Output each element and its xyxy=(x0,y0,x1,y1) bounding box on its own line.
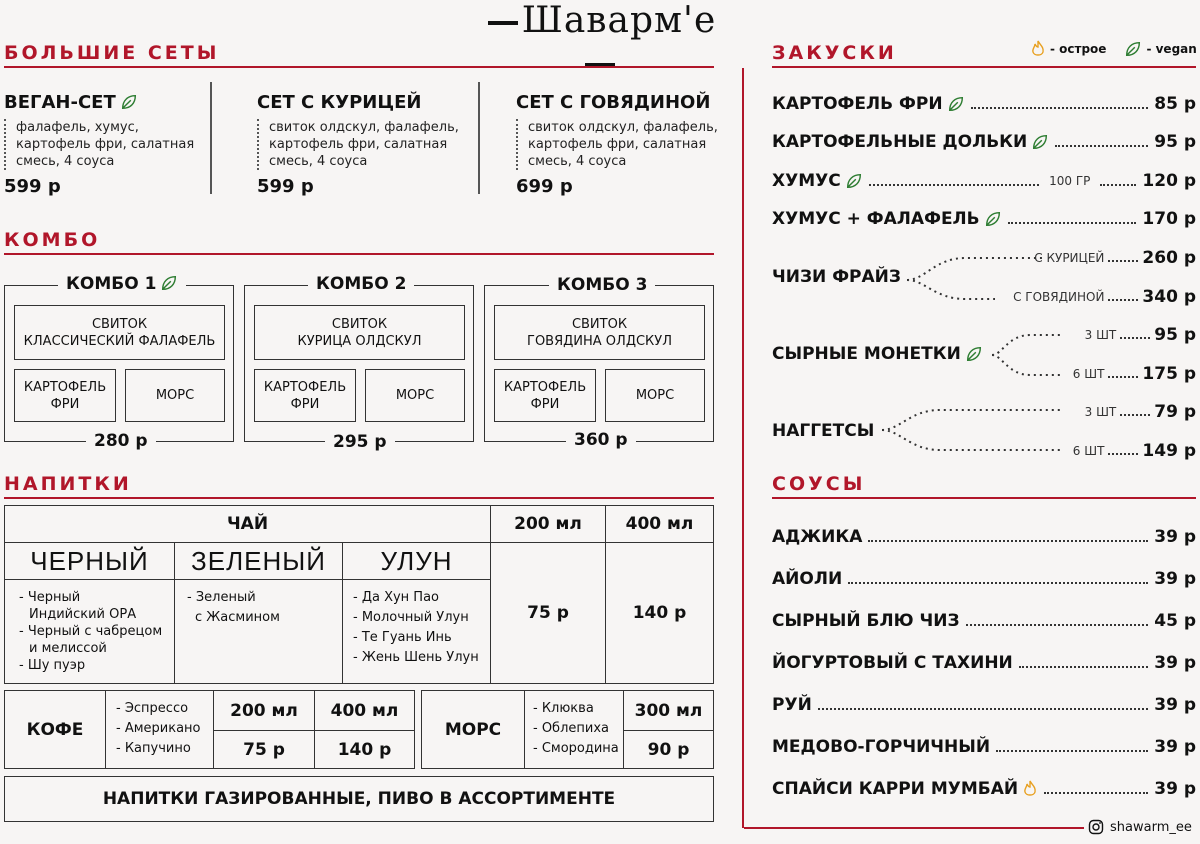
branch-connector xyxy=(880,405,1060,455)
vertical-divider xyxy=(742,68,744,828)
section-title-drinks: НАПИТКИ xyxy=(4,473,132,495)
sauce-row: АДЖИКА 39 р xyxy=(772,527,1196,547)
vegan-leaf-icon xyxy=(965,345,983,363)
coffee-size-400: 400 мл xyxy=(314,690,415,731)
snack-name: СЫРНЫЕ МОНЕТКИ xyxy=(772,344,983,364)
combo-main-item: СВИТОК КЛАССИЧЕСКИЙ ФАЛАФЕЛЬ xyxy=(14,305,225,360)
snack-row: КАРТОФЕЛЬНЫЕ ДОЛЬКИ 95 р xyxy=(772,132,1196,152)
combo-main-item: СВИТОК КУРИЦА ОЛДСКУЛ xyxy=(254,305,465,360)
soda-beer-note: НАПИТКИ ГАЗИРОВАННЫЕ, ПИВО В АССОРТИМЕНТЕ xyxy=(4,776,714,822)
sauce-row: СЫРНЫЙ БЛЮ ЧИЗ 45 р xyxy=(772,611,1196,631)
vegan-leaf-icon xyxy=(984,210,1002,228)
set-divider xyxy=(478,82,480,194)
set-description: фалафель, хумус, картофель фри, салатная смесь, 4 соуса xyxy=(4,119,209,170)
vegan-leaf-icon xyxy=(1124,40,1142,58)
tea-kind-black: ЧЕРНЫЙ xyxy=(4,542,175,580)
tea-price-200: 75 р xyxy=(490,542,606,684)
coffee-list: - Эспрессо - Американо - Капучино xyxy=(105,690,214,769)
snack-option: С КУРИЦЕЙ 260 р xyxy=(1034,248,1196,268)
tea-price-400: 140 р xyxy=(605,542,714,684)
section-title-combo: КОМБО xyxy=(4,229,101,251)
combo-title: КОМБО 1 xyxy=(58,274,186,294)
spicy-fire-icon xyxy=(1022,780,1038,798)
set-card-beef xyxy=(516,92,731,197)
section-underline xyxy=(772,497,1196,499)
sauce-row: СПАЙСИ КАРРИ МУМБАЙ 39 р xyxy=(772,779,1196,799)
set-name: ВЕГАН-СЕТ xyxy=(4,92,209,113)
snack-option: С ГОВЯДИНОЙ 340 р xyxy=(1013,287,1196,307)
set-price: 599 р xyxy=(4,176,61,197)
branch-connector xyxy=(990,330,1060,380)
instagram-icon xyxy=(1088,819,1104,835)
combo-side-item: КАРТОФЕЛЬ ФРИ xyxy=(494,369,596,422)
vegan-leaf-icon xyxy=(845,172,863,190)
combo-price: 295 р xyxy=(325,432,395,452)
tea-list-oolong: - Да Хун Пао - Молочный Улун - Те Гуань Инь - Жень Шень Улун xyxy=(342,579,491,684)
combo-main-item: СВИТОК ГОВЯДИНА ОЛДСКУЛ xyxy=(494,305,705,360)
mors-list: - Клюква - Облепиха - Смородина xyxy=(524,690,624,769)
vegan-leaf-icon xyxy=(947,95,965,113)
section-underline xyxy=(4,253,714,255)
section-underline xyxy=(4,497,714,499)
coffee-price-400: 140 р xyxy=(314,730,415,769)
set-price: 599 р xyxy=(257,176,314,197)
sauce-row: ЙОГУРТОВЫЙ С ТАХИНИ 39 р xyxy=(772,653,1196,673)
instagram-handle[interactable]: shawarm_ee xyxy=(1088,819,1192,835)
combo-title: КОМБО 3 xyxy=(549,275,655,295)
set-name: СЕТ С КУРИЦЕЙ xyxy=(257,92,422,113)
snack-row: ХУМУС 100 ГР 120 р xyxy=(772,171,1196,191)
snack-option: 3 ШТ 79 р xyxy=(1084,402,1196,422)
vegan-leaf-icon xyxy=(1031,133,1049,151)
combo-side-item: КАРТОФЕЛЬ ФРИ xyxy=(14,369,116,422)
tea-kind-oolong: УЛУН xyxy=(342,542,491,580)
mors-price: 90 р xyxy=(623,730,714,769)
set-description: свиток олдскул, фалафель, картофель фри, салатная смесь, 4 соуса xyxy=(257,119,472,170)
combo-drink-item: МОРС xyxy=(605,369,705,422)
vegan-leaf-icon xyxy=(160,274,178,292)
snack-option: 6 ШТ 149 р xyxy=(1072,441,1196,461)
tea-kind-green: ЗЕЛЕНЫЙ xyxy=(174,542,343,580)
set-price: 699 р xyxy=(516,176,573,197)
snack-name: НАГГЕТСЫ xyxy=(772,421,875,441)
combo-drink-item: МОРС xyxy=(365,369,465,422)
snack-row: КАРТОФЕЛЬ ФРИ 85 р xyxy=(772,94,1196,114)
legend: - острое - vegan xyxy=(1030,40,1197,58)
section-underline xyxy=(4,66,714,68)
tea-list-green: - Зеленый с Жасмином xyxy=(174,579,343,684)
combo-drink-item: МОРС xyxy=(125,369,225,422)
section-title-sauces: СОУСЫ xyxy=(772,473,866,495)
section-title-big-sets: БОЛЬШИЕ СЕТЫ xyxy=(4,42,220,64)
snack-row: ХУМУС + ФАЛАФЕЛЬ 170 р xyxy=(772,209,1196,229)
coffee-price-200: 75 р xyxy=(213,730,315,769)
snack-option: 3 ШТ 95 р xyxy=(1084,325,1196,345)
tea-header: ЧАЙ xyxy=(4,505,491,543)
combo-side-item: КАРТОФЕЛЬ ФРИ xyxy=(254,369,356,422)
set-divider xyxy=(210,82,212,194)
tea-size-400: 400 мл xyxy=(605,505,714,543)
mors-header: МОРС xyxy=(421,690,525,769)
combo-price: 280 р xyxy=(86,431,156,451)
mors-size: 300 мл xyxy=(623,690,714,731)
set-card-chicken xyxy=(257,92,472,197)
footer-line xyxy=(744,827,1084,829)
sauce-row: АЙОЛИ 39 р xyxy=(772,569,1196,589)
combo-price: 360 р xyxy=(566,430,636,450)
set-card-vegan xyxy=(4,92,209,197)
snack-name: ЧИЗИ ФРАЙЗ xyxy=(772,267,901,287)
logo: Шаварм'е xyxy=(470,0,730,44)
spicy-fire-icon xyxy=(1030,40,1046,58)
set-name: СЕТ С ГОВЯДИНОЙ xyxy=(516,92,711,113)
section-title-snacks: ЗАКУСКИ xyxy=(772,42,897,64)
section-underline xyxy=(772,66,1196,68)
vegan-leaf-icon xyxy=(120,93,138,111)
tea-list-black: - Черный Индийский ОРА - Черный с чабрецом и мелиссой - Шу пуэр xyxy=(4,579,175,684)
coffee-header: КОФЕ xyxy=(4,690,106,769)
sauce-row: РУЙ 39 р xyxy=(772,695,1196,715)
snack-option: 6 ШТ 175 р xyxy=(1072,364,1196,384)
sauce-row: МЕДОВО-ГОРЧИЧНЫЙ 39 р xyxy=(772,737,1196,757)
tea-size-200: 200 мл xyxy=(490,505,606,543)
combo-title: КОМБО 2 xyxy=(308,274,414,294)
coffee-size-200: 200 мл xyxy=(213,690,315,731)
set-description: свиток олдскул, фалафель, картофель фри, салатная смесь, 4 соуса xyxy=(516,119,731,170)
